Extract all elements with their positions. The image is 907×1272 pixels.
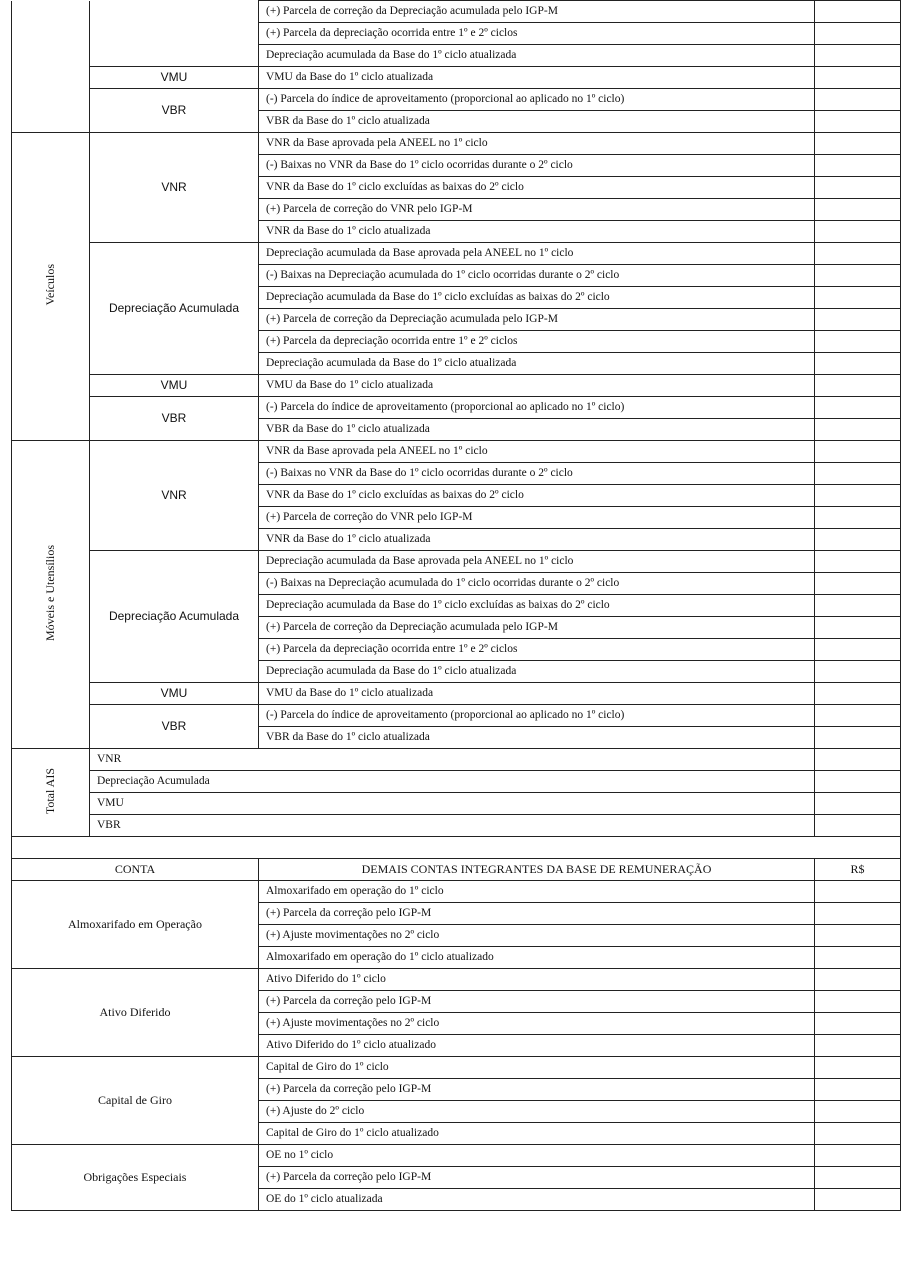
line-item-label: VNR da Base aprovada pela ANEEL no 1º ciclo	[259, 441, 815, 463]
line-item-label: (+) Parcela da correção pelo IGP-M	[259, 1167, 815, 1189]
spacer-row	[12, 837, 901, 859]
value-cell[interactable]	[815, 353, 901, 375]
line-item-label: Ativo Diferido do 1º ciclo atualizado	[259, 1035, 815, 1057]
line-item-label: (-) Parcela do índice de aproveitamento (proporcional ao aplicado no 1º ciclo)	[259, 89, 815, 111]
value-cell[interactable]	[815, 23, 901, 45]
value-cell[interactable]	[815, 683, 901, 705]
value-cell[interactable]	[815, 265, 901, 287]
value-cell[interactable]	[815, 1013, 901, 1035]
table-row	[12, 1145, 901, 1167]
subgroup-label-vmu: VMU	[90, 375, 259, 397]
line-item-label: (+) Parcela de correção do VNR pelo IGP-M	[259, 507, 815, 529]
value-cell[interactable]	[815, 705, 901, 727]
line-item-label: OE no 1º ciclo	[259, 1145, 815, 1167]
value-cell[interactable]	[815, 947, 901, 969]
value-cell[interactable]	[815, 111, 901, 133]
table-row	[12, 749, 901, 771]
line-item-label: VNR da Base aprovada pela ANEEL no 1º ciclo	[259, 133, 815, 155]
table-row	[12, 397, 901, 419]
header-row	[12, 859, 901, 881]
table-row	[12, 683, 901, 705]
value-cell[interactable]	[815, 67, 901, 89]
line-item-label: (+) Parcela da depreciação ocorrida entre 1º e 2º ciclos	[259, 23, 815, 45]
line-item-label: Ativo Diferido do 1º ciclo	[259, 969, 815, 991]
line-item-label: VMU da Base do 1º ciclo atualizada	[259, 375, 815, 397]
value-cell[interactable]	[815, 551, 901, 573]
asset-group-name: Móveis e Utensílios	[42, 544, 57, 641]
value-cell[interactable]	[815, 89, 901, 111]
asset-group-label	[12, 133, 90, 441]
remuneration-base-table-container	[11, 0, 901, 1211]
line-item-label: OE do 1º ciclo atualizada	[259, 1189, 815, 1211]
line-item-label: (-) Baixas na Depreciação acumulada do 1º ciclo ocorridas durante o 2º ciclo	[259, 265, 815, 287]
line-item-label: VBR da Base do 1º ciclo atualizada	[259, 727, 815, 749]
table-row	[12, 375, 901, 397]
subgroup-label-vmu: VMU	[90, 67, 259, 89]
total-line-label: VMU	[90, 793, 815, 815]
line-item-label: (+) Parcela da correção pelo IGP-M	[259, 1079, 815, 1101]
value-cell[interactable]	[815, 1167, 901, 1189]
value-cell[interactable]	[815, 1123, 901, 1145]
header-conta: CONTA	[12, 859, 259, 881]
total-ais-name: Total AIS	[42, 767, 57, 814]
account-name: Almoxarifado em Operação	[12, 881, 259, 969]
subgroup-label-vbr: VBR	[90, 705, 259, 749]
value-cell[interactable]	[815, 485, 901, 507]
line-item-label: Capital de Giro do 1º ciclo atualizado	[259, 1123, 815, 1145]
subgroup-label-depreciation: Depreciação Acumulada	[90, 243, 259, 375]
line-item-label: (+) Parcela da depreciação ocorrida entre 1º e 2º ciclos	[259, 331, 815, 353]
value-cell[interactable]	[815, 1, 901, 23]
value-cell[interactable]	[815, 1101, 901, 1123]
line-item-label: (-) Baixas na Depreciação acumulada do 1º ciclo ocorridas durante o 2º ciclo	[259, 573, 815, 595]
value-cell[interactable]	[815, 1079, 901, 1101]
value-cell[interactable]	[815, 199, 901, 221]
value-cell[interactable]	[815, 1145, 901, 1167]
blank-row	[12, 837, 901, 859]
line-item-label: VBR da Base do 1º ciclo atualizada	[259, 111, 815, 133]
value-cell[interactable]	[815, 177, 901, 199]
table-row	[12, 793, 901, 815]
account-name: Ativo Diferido	[12, 969, 259, 1057]
subgroup-label-vbr: VBR	[90, 89, 259, 133]
line-item-label: Depreciação acumulada da Base aprovada pela ANEEL no 1º ciclo	[259, 243, 815, 265]
value-cell[interactable]	[815, 639, 901, 661]
table-row	[12, 705, 901, 727]
table-row	[12, 133, 901, 155]
line-item-label: VMU da Base do 1º ciclo atualizada	[259, 683, 815, 705]
value-cell[interactable]	[815, 793, 901, 815]
line-item-label: (-) Parcela do índice de aproveitamento (proporcional ao aplicado no 1º ciclo)	[259, 397, 815, 419]
total-line-label: VBR	[90, 815, 815, 837]
line-item-label: Depreciação acumulada da Base do 1º ciclo atualizada	[259, 661, 815, 683]
line-item-label: (+) Parcela de correção da Depreciação acumulada pelo IGP-M	[259, 617, 815, 639]
account-name: Capital de Giro	[12, 1057, 259, 1145]
table-row	[12, 243, 901, 265]
value-cell[interactable]	[815, 375, 901, 397]
line-item-label: Depreciação acumulada da Base do 1º ciclo excluídas as baixas do 2º ciclo	[259, 595, 815, 617]
line-item-label: VMU da Base do 1º ciclo atualizada	[259, 67, 815, 89]
value-cell[interactable]	[815, 661, 901, 683]
value-cell[interactable]	[815, 221, 901, 243]
value-cell[interactable]	[815, 969, 901, 991]
line-item-label: Almoxarifado em operação do 1º ciclo	[259, 881, 815, 903]
line-item-label: (+) Parcela de correção do VNR pelo IGP-M	[259, 199, 815, 221]
value-cell[interactable]	[815, 881, 901, 903]
value-cell[interactable]	[815, 243, 901, 265]
line-item-label: VNR da Base do 1º ciclo excluídas as baixas do 2º ciclo	[259, 177, 815, 199]
line-item-label: Almoxarifado em operação do 1º ciclo atualizado	[259, 947, 815, 969]
remuneration-base-table	[11, 0, 901, 1211]
account-name: Obrigações Especiais	[12, 1145, 259, 1211]
table-row	[12, 815, 901, 837]
subgroup-cell-continued	[90, 1, 259, 67]
value-cell[interactable]	[815, 925, 901, 947]
value-cell[interactable]	[815, 397, 901, 419]
asset-group-name: Veículos	[42, 264, 57, 306]
line-item-label: (-) Baixas no VNR da Base do 1º ciclo ocorridas durante o 2º ciclo	[259, 155, 815, 177]
header-title: DEMAIS CONTAS INTEGRANTES DA BASE DE REMUNERAÇÃO	[259, 859, 815, 881]
line-item-label: (+) Ajuste do 2º ciclo	[259, 1101, 815, 1123]
line-item-label: (+) Parcela da correção pelo IGP-M	[259, 991, 815, 1013]
table-row	[12, 441, 901, 463]
table-row	[12, 67, 901, 89]
header-value: R$	[815, 859, 901, 881]
table-row	[12, 969, 901, 991]
line-item-label: (+) Ajuste movimentações no 2º ciclo	[259, 1013, 815, 1035]
total-line-label: Depreciação Acumulada	[90, 771, 815, 793]
table-row	[12, 89, 901, 111]
line-item-label: Depreciação acumulada da Base aprovada pela ANEEL no 1º ciclo	[259, 551, 815, 573]
value-cell[interactable]	[815, 573, 901, 595]
subgroup-label-vbr: VBR	[90, 397, 259, 441]
value-cell[interactable]	[815, 991, 901, 1013]
value-cell[interactable]	[815, 617, 901, 639]
value-cell[interactable]	[815, 749, 901, 771]
table-row	[12, 881, 901, 903]
value-cell[interactable]	[815, 331, 901, 353]
total-ais-label	[12, 749, 90, 837]
line-item-label: (+) Parcela da correção pelo IGP-M	[259, 903, 815, 925]
subgroup-label-vnr: VNR	[90, 133, 259, 243]
value-cell[interactable]	[815, 133, 901, 155]
line-item-label: (+) Parcela de correção da Depreciação acumulada pelo IGP-M	[259, 1, 815, 23]
line-item-label: Capital de Giro do 1º ciclo	[259, 1057, 815, 1079]
group-cell-continued	[12, 1, 90, 133]
line-item-label: (+) Parcela de correção da Depreciação acumulada pelo IGP-M	[259, 309, 815, 331]
value-cell[interactable]	[815, 771, 901, 793]
asset-group-label	[12, 441, 90, 749]
line-item-label: (+) Parcela da depreciação ocorrida entre 1º e 2º ciclos	[259, 639, 815, 661]
value-cell[interactable]	[815, 727, 901, 749]
subgroup-label-vmu: VMU	[90, 683, 259, 705]
line-item-label: Depreciação acumulada da Base do 1º ciclo atualizada	[259, 45, 815, 67]
value-cell[interactable]	[815, 903, 901, 925]
value-cell[interactable]	[815, 419, 901, 441]
value-cell[interactable]	[815, 287, 901, 309]
table-body	[12, 1, 901, 1211]
line-item-label: VNR da Base do 1º ciclo atualizada	[259, 529, 815, 551]
line-item-label: VNR da Base do 1º ciclo excluídas as baixas do 2º ciclo	[259, 485, 815, 507]
table-row	[12, 551, 901, 573]
value-cell[interactable]	[815, 529, 901, 551]
total-line-label: VNR	[90, 749, 815, 771]
subgroup-label-vnr: VNR	[90, 441, 259, 551]
value-cell[interactable]	[815, 309, 901, 331]
table-row	[12, 771, 901, 793]
line-item-label: Depreciação acumulada da Base do 1º ciclo excluídas as baixas do 2º ciclo	[259, 287, 815, 309]
subgroup-label-depreciation: Depreciação Acumulada	[90, 551, 259, 683]
line-item-label: Depreciação acumulada da Base do 1º ciclo atualizada	[259, 353, 815, 375]
line-item-label: (+) Ajuste movimentações no 2º ciclo	[259, 925, 815, 947]
table-row	[12, 1057, 901, 1079]
value-cell[interactable]	[815, 441, 901, 463]
table-row	[12, 1, 901, 23]
value-cell[interactable]	[815, 1035, 901, 1057]
value-cell[interactable]	[815, 1057, 901, 1079]
value-cell[interactable]	[815, 45, 901, 67]
value-cell[interactable]	[815, 507, 901, 529]
value-cell[interactable]	[815, 1189, 901, 1211]
line-item-label: (-) Baixas no VNR da Base do 1º ciclo ocorridas durante o 2º ciclo	[259, 463, 815, 485]
line-item-label: (-) Parcela do índice de aproveitamento (proporcional ao aplicado no 1º ciclo)	[259, 705, 815, 727]
value-cell[interactable]	[815, 155, 901, 177]
value-cell[interactable]	[815, 595, 901, 617]
line-item-label: VBR da Base do 1º ciclo atualizada	[259, 419, 815, 441]
value-cell[interactable]	[815, 815, 901, 837]
value-cell[interactable]	[815, 463, 901, 485]
line-item-label: VNR da Base do 1º ciclo atualizada	[259, 221, 815, 243]
